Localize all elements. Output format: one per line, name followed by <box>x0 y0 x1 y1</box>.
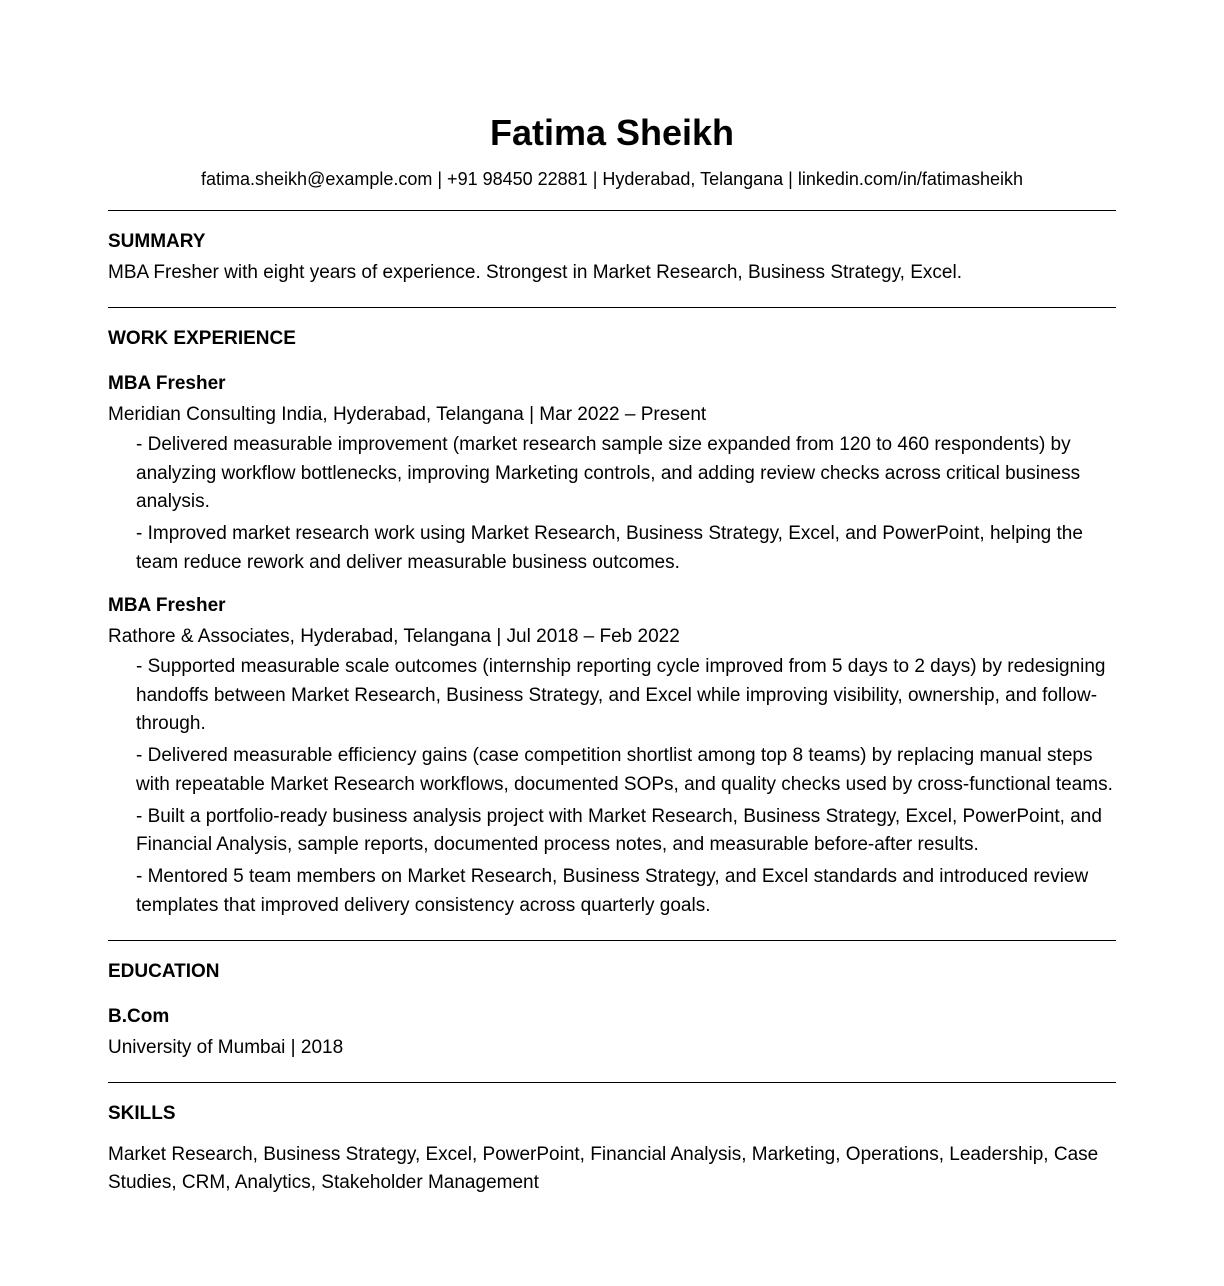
job-bullet: - Built a portfolio-ready business analysis project with Market Research, Business Strategy, Excel, PowerPoint, and Financial Analysis, sample reports, documented process notes, and measurable before-after results. <box>136 805 1102 855</box>
resume-page <box>108 0 1116 1197</box>
job-bullet: - Mentored 5 team members on Market Research, Business Strategy, and Excel standards and introduced review templates that improved delivery consistency across quarterly goals. <box>136 866 1089 916</box>
contact-line: fatima.sheikh@example.com | +91 98450 22881 | Hyderabad, Telangana | linkedin.com/in/fatimasheikh <box>201 169 1023 189</box>
work-experience-heading: WORK EXPERIENCE <box>108 328 296 349</box>
job-bullet: - Delivered measurable improvement (market research sample size expanded from 120 to 460 respondents) by analyzing workflow bottlenecks, improving Marketing controls, and adding review checks across critical business analysis. <box>136 434 1081 512</box>
job-bullets <box>108 653 1116 920</box>
job-bullet: - Delivered measurable efficiency gains (case competition shortlist among top 8 teams) by replacing manual steps with repeatable Market Research workflows, documented SOPs, and quality checks used by cross-functional teams. <box>136 745 1113 795</box>
summary-text: MBA Fresher with eight years of experience. Strongest in Market Research, Business Strategy, Excel. <box>108 262 962 283</box>
skills-list: Market Research, Business Strategy, Excel, PowerPoint, Financial Analysis, Marketing, Operations, Leadership, Case Studies, CRM, Analytics, Stakeholder Management <box>108 1143 1099 1193</box>
summary-heading: SUMMARY <box>108 231 206 252</box>
job-bullet: - Supported measurable scale outcomes (internship reporting cycle improved from 5 days to 2 days) by redesigning handoffs between Market Research, Business Strategy, and Excel while improving visibility, ownership, and follow-through. <box>136 656 1106 734</box>
job-company-dates: Meridian Consulting India, Hyderabad, Telangana | Mar 2022 – Present <box>108 404 707 425</box>
work-experience-section <box>108 308 1116 940</box>
job-bullet: - Improved market research work using Market Research, Business Strategy, Excel, and PowerPoint, helping the team reduce rework and deliver measurable business outcomes. <box>136 523 1083 573</box>
education-section <box>108 941 1116 1062</box>
job-title: MBA Fresher <box>108 595 226 616</box>
education-heading: EDUCATION <box>108 960 220 982</box>
skills-heading: SKILLS <box>108 1102 176 1124</box>
summary-section <box>108 211 1116 287</box>
job-entry <box>108 371 1116 577</box>
job-entry <box>108 593 1116 920</box>
degree-title: B.Com <box>108 1005 170 1027</box>
job-company-dates: Rathore & Associates, Hyderabad, Telangana | Jul 2018 – Feb 2022 <box>108 626 680 647</box>
skills-section <box>108 1083 1116 1197</box>
degree-institution-year: University of Mumbai | 2018 <box>108 1036 344 1058</box>
job-title: MBA Fresher <box>108 373 226 394</box>
job-bullets <box>108 431 1116 577</box>
candidate-name: Fatima Sheikh <box>489 112 735 153</box>
